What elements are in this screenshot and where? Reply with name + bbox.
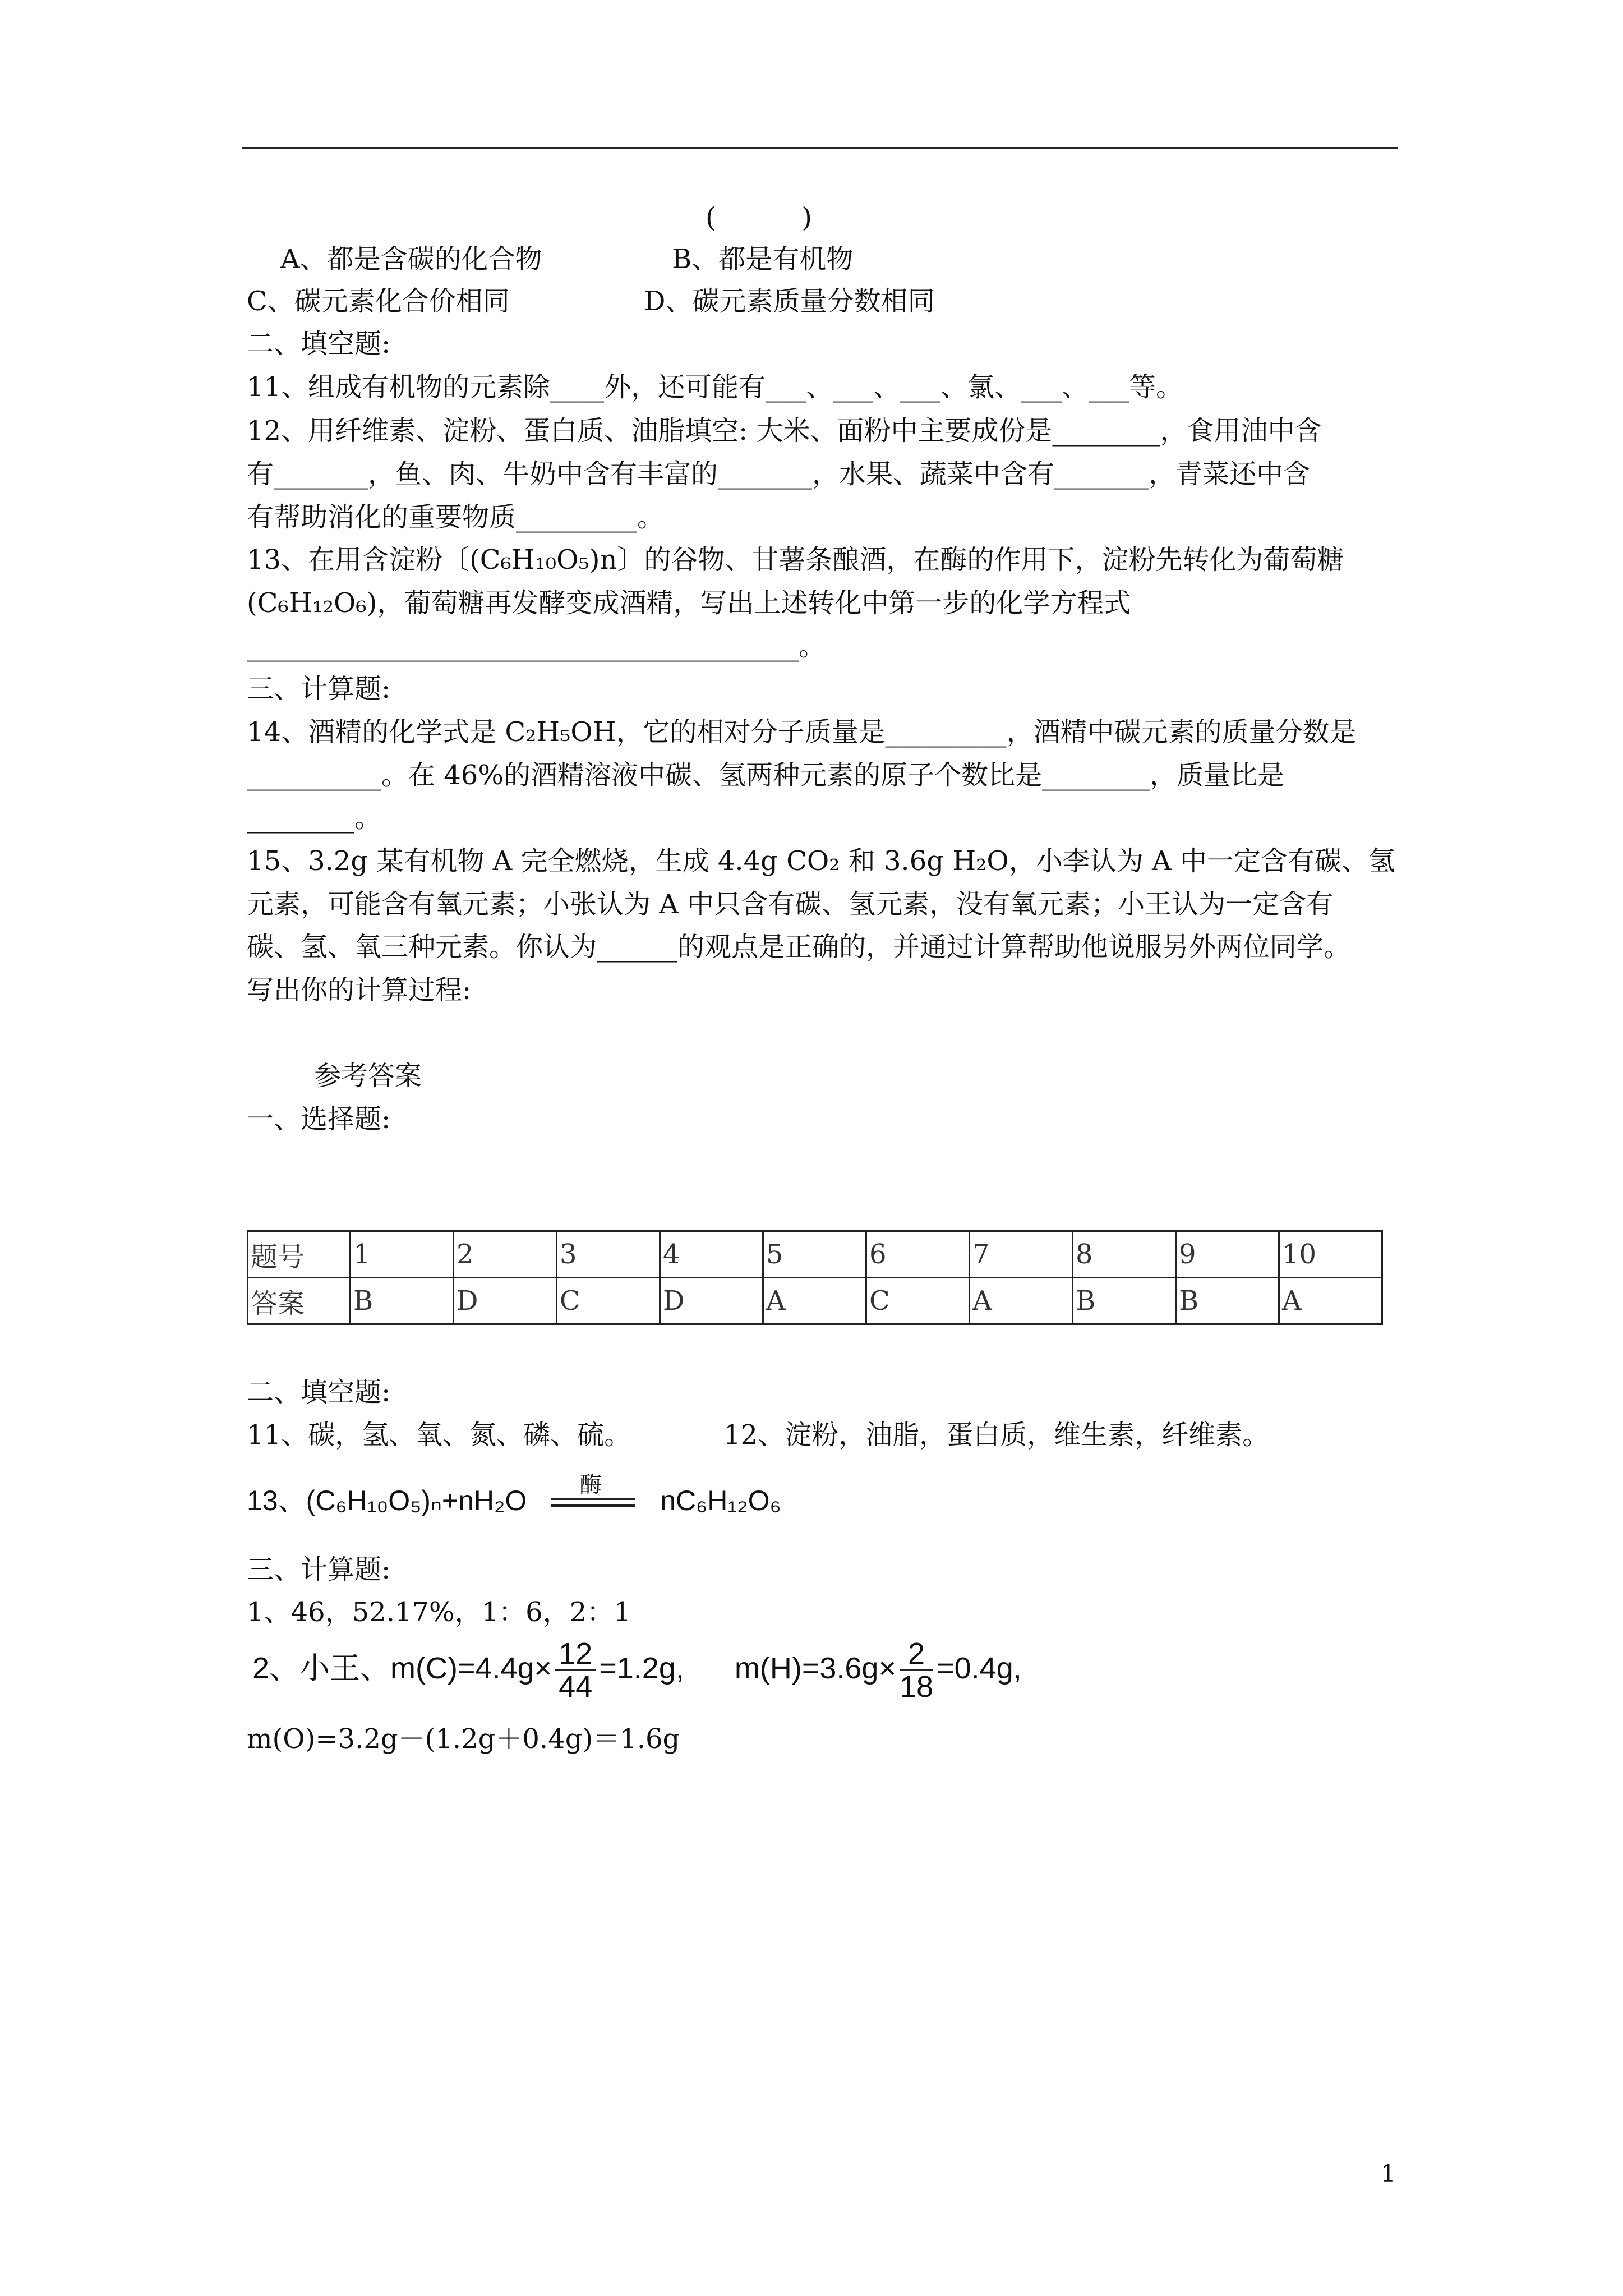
question-15-line4: 写出你的计算过程:: [247, 974, 472, 1006]
question-13-line3: _________________________________________。: [247, 631, 826, 662]
table-cell: A: [970, 1278, 1073, 1324]
table-cell: 6: [866, 1231, 970, 1278]
q10-option-c: C、碳元素化合价相同: [247, 286, 510, 317]
table-row: [248, 1231, 1382, 1278]
table-cell: 3: [557, 1231, 660, 1278]
table-row: [248, 1278, 1382, 1324]
answer-paren: ( ): [706, 202, 813, 233]
fraction-numerator: 12: [555, 1638, 596, 1671]
q10-option-a: A、都是含碳的化合物: [280, 243, 542, 275]
question-14-line3: ________。: [247, 802, 382, 834]
table-cell: 答案: [248, 1278, 351, 1324]
formula-tail: =0.4g,: [937, 1651, 1022, 1685]
question-13-line2: (C₆H₁₂O₆)，葡萄糖再发酵变成酒精，写出上述转化中第一步的化学方程式: [247, 587, 1131, 619]
question-11: 11、组成有机物的元素除____外，还可能有___、___、___、氯、___、___等。: [247, 371, 1183, 403]
answer-table: [247, 1230, 1383, 1325]
answer-14: 1、46，52.17%，1：6，2：1: [247, 1596, 631, 1628]
answer-12: 12、淀粉，油脂，蛋白质，维生素，纤维素。: [723, 1419, 1270, 1451]
answers-title: 参考答案: [314, 1060, 422, 1092]
section2-title: 二、填空题:: [247, 328, 391, 360]
table-cell: 2: [454, 1231, 557, 1278]
question-15-line3: 碳、氢、氧三种元素。你认为______的观点是正确的，并通过计算帮助他说服另外两位同学。: [247, 931, 1351, 963]
fraction-2-18: [900, 1638, 933, 1703]
fraction-12-44: [555, 1638, 596, 1703]
question-12-line3: 有帮助消化的重要物质_________。: [247, 501, 665, 533]
header-rule: [242, 147, 1398, 149]
answer-15-formula: [252, 1638, 1022, 1703]
table-cell: 1: [351, 1231, 454, 1278]
equation-lhs: 13、(C₆H₁₀O₅)ₙ+nH₂O: [247, 1485, 527, 1516]
answer-13-equation: [247, 1472, 781, 1520]
equation-rhs: nC₆H₁₂O₆: [660, 1485, 781, 1516]
answers-section2-title: 二、填空题:: [247, 1377, 391, 1408]
table-cell: A: [763, 1278, 866, 1324]
question-12-line1: 12、用纤维素、淀粉、蛋白质、油脂填空: 大米、面粉中主要成份是________，食用油中含: [247, 415, 1322, 447]
question-13-line1: 13、在用含淀粉〔(C₆H₁₀O₅)n〕的谷物、甘薯条酿酒，在酶的作用下，淀粉先转化为葡萄糖: [247, 544, 1344, 576]
question-12-line2: 有_______，鱼、肉、牛奶中含有丰富的_______，水果、蔬菜中含有_______，青菜还中含: [247, 458, 1311, 490]
question-14-line2: __________。在 46%的酒精溶液中碳、氢两种元素的原子个数比是________，质量比是: [247, 760, 1284, 791]
answer-11: 11、碳，氢、氧、氮、磷、硫。: [247, 1419, 631, 1451]
page-number: 1: [1381, 2160, 1396, 2187]
table-cell: 9: [1176, 1231, 1279, 1278]
table-cell: B: [1176, 1278, 1279, 1324]
q10-option-b: B、都是有机物: [672, 243, 854, 275]
table-cell: B: [351, 1278, 454, 1324]
table-cell: C: [557, 1278, 660, 1324]
table-cell: C: [866, 1278, 970, 1324]
table-cell: A: [1279, 1278, 1382, 1324]
fraction-denominator: 18: [900, 1670, 934, 1704]
fraction-denominator: 44: [559, 1670, 593, 1704]
table-cell: 题号: [248, 1231, 351, 1278]
formula-mid: =1.2g, m(H)=3.6g×: [599, 1651, 897, 1685]
question-14-line1: 14、酒精的化学式是 C₂H₅OH，它的相对分子质量是_________，酒精中碳元素的质量分数是: [247, 716, 1357, 748]
table-cell: D: [660, 1278, 763, 1324]
formula-lead: 2、小王、m(C)=4.4g×: [252, 1651, 552, 1685]
section3-title: 三、计算题:: [247, 673, 391, 705]
table-cell: 10: [1279, 1231, 1382, 1278]
answers-section3-title: 三、计算题:: [247, 1554, 391, 1585]
answer-15-oxygen: m(O)=3.2g－(1.2g＋0.4g)＝1.6g: [247, 1723, 680, 1755]
table-cell: 4: [660, 1231, 763, 1278]
answers-section1-title: 一、选择题:: [247, 1103, 391, 1135]
q10-option-d: D、碳元素质量分数相同: [644, 286, 935, 317]
table-cell: B: [1073, 1278, 1176, 1324]
question-15-line2: 元素，可能含有氧元素；小张认为 A 中只含有碳、氢元素，没有氧元素；小王认为一定含有: [247, 889, 1334, 920]
table-cell: 8: [1073, 1231, 1176, 1278]
table-cell: 5: [763, 1231, 866, 1278]
table-cell: 7: [970, 1231, 1073, 1278]
equation-catalyst: 酶: [579, 1472, 602, 1497]
question-15-line1: 15、3.2g 某有机物 A 完全燃烧，生成 4.4g CO₂ 和 3.6g H₂O，小李认为 A 中一定含有碳、氢: [247, 845, 1395, 877]
table-cell: D: [454, 1278, 557, 1324]
fraction-numerator: 2: [900, 1638, 933, 1671]
equation-arrow: [551, 1472, 635, 1511]
